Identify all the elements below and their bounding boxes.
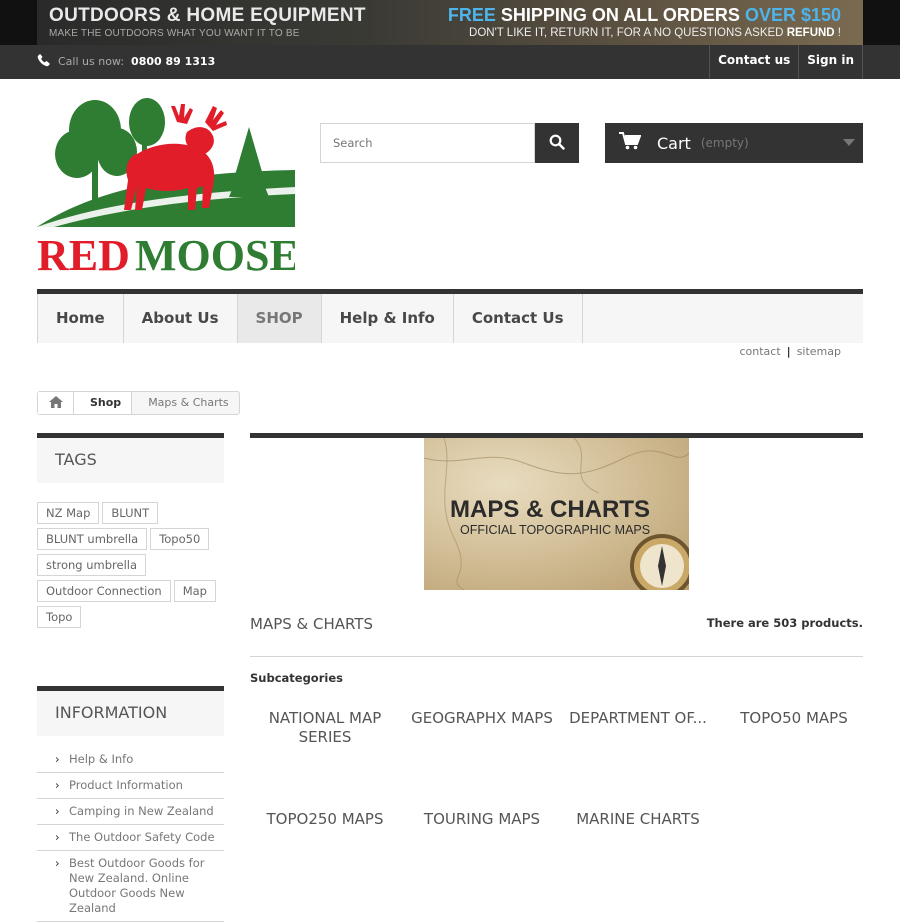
phone-info [37, 53, 215, 70]
search-bar [320, 123, 579, 163]
cart-label: Cart [657, 133, 691, 153]
shipping-amount: OVER $150 [744, 5, 841, 25]
menu-item-contact-us[interactable]: Contact Us [454, 294, 583, 343]
info-link-label: Help & Info [69, 752, 134, 766]
chevron-down-icon [843, 139, 855, 146]
chevron-right-icon: › [55, 830, 60, 844]
information-list [37, 747, 224, 922]
promo-banner[interactable] [37, 0, 863, 45]
menu-item-about-us[interactable]: About Us [124, 294, 238, 343]
tag-link[interactable]: BLUNT [102, 502, 158, 524]
chevron-right-icon: › [55, 752, 60, 766]
menu-item-shop[interactable]: SHOP [238, 294, 322, 343]
search-input[interactable] [320, 123, 535, 163]
tags-block-title: TAGS [37, 433, 224, 483]
tag-link[interactable]: NZ Map [37, 502, 99, 524]
subcategory-touring-maps[interactable]: TOURING MAPS [423, 810, 541, 828]
main-menu [37, 289, 863, 343]
search-icon [549, 134, 565, 153]
phone-icon [37, 53, 51, 70]
info-link-camping[interactable] [37, 799, 224, 825]
info-link-best-outdoor-goods[interactable] [37, 851, 224, 922]
permalinks [739, 345, 841, 358]
info-link-help[interactable] [37, 747, 224, 773]
info-link-label: Camping in New Zealand [69, 804, 214, 818]
breadcrumb-home[interactable] [38, 392, 74, 414]
menu-item-home[interactable]: Home [37, 294, 124, 343]
site-logo[interactable] [37, 92, 295, 274]
return-end: ! [834, 27, 841, 39]
banner-right-edge [863, 0, 900, 45]
tag-link[interactable]: strong umbrella [37, 554, 146, 576]
shipping-free: FREE [447, 5, 496, 25]
tag-link[interactable]: Map [174, 580, 216, 602]
category-banner-image [424, 438, 689, 590]
subcategory-department-of[interactable]: DEPARTMENT OF... [569, 709, 707, 727]
tag-link[interactable]: Outdoor Connection [37, 580, 171, 602]
divider [250, 656, 863, 657]
breadcrumb-shop[interactable]: Shop [74, 392, 132, 414]
banner-image-title: MAPS & CHARTS [450, 496, 651, 523]
banner-left-edge [0, 0, 37, 45]
subcategory-national-map-series[interactable]: NATIONAL MAP SERIES [268, 709, 382, 746]
chevron-right-icon: › [55, 804, 60, 818]
return-bold: REFUND [786, 27, 835, 39]
tag-link[interactable]: Topo50 [150, 528, 209, 550]
sign-in-link[interactable]: Sign in [798, 45, 863, 79]
top-nav-bar [0, 45, 900, 79]
category-heading: MAPS & CHARTS [250, 615, 374, 633]
subcategory-topo50-maps[interactable]: TOPO50 MAPS [740, 709, 848, 727]
chevron-right-icon: › [55, 778, 60, 792]
product-count: There are 503 products. [706, 616, 863, 630]
phone-label: Call us now: [58, 55, 125, 68]
info-link-product-information[interactable] [37, 773, 224, 799]
cart-status: (empty) [700, 136, 749, 150]
tag-link[interactable]: BLUNT umbrella [37, 528, 147, 550]
phone-number[interactable]: 0800 89 1313 [131, 55, 216, 68]
subcategory-geographx-maps[interactable]: GEOGRAPHX MAPS [411, 709, 553, 727]
cart-icon [619, 132, 641, 154]
information-block-title: INFORMATION [37, 686, 224, 736]
shipping-middle: SHIPPING ON ALL ORDERS [495, 5, 745, 25]
breadcrumb [37, 391, 240, 415]
banner-brand [49, 5, 366, 39]
banner-image-subtitle: OFFICIAL TOPOGRAPHIC MAPS [460, 523, 651, 537]
logo-text-red: RED [37, 231, 130, 274]
breadcrumb-current: Maps & Charts [148, 396, 229, 409]
menu-item-help-info[interactable]: Help & Info [322, 294, 454, 343]
info-link-label: The Outdoor Safety Code [69, 830, 215, 844]
info-link-label: Best Outdoor Goods for New Zealand. Online Outdoor Goods New Zealand [69, 856, 205, 915]
logo-text-green: MOOSE [135, 231, 295, 274]
banner-title: OUTDOORS & HOME EQUIPMENT [49, 5, 366, 26]
shipping-offer [448, 5, 841, 26]
info-link-label: Product Information [69, 778, 183, 792]
tag-link[interactable]: Topo [37, 606, 81, 628]
permalink-separator: | [786, 345, 791, 358]
return-text: DON'T LIKE IT, RETURN IT, FOR A NO QUESTIONS ASKED [469, 27, 787, 39]
search-button[interactable] [535, 123, 579, 163]
contact-us-link[interactable]: Contact us [709, 45, 798, 79]
subcategories-label: Subcategories [250, 671, 343, 685]
tags-list [37, 502, 224, 628]
banner-subtitle: MAKE THE OUTDOORS WHAT YOU WANT IT TO BE [49, 28, 300, 39]
user-links [709, 45, 863, 79]
contact-permalink[interactable]: contact [739, 345, 781, 358]
cart-button[interactable] [605, 123, 863, 163]
return-policy [448, 27, 841, 39]
info-link-safety-code[interactable] [37, 825, 224, 851]
subcategory-marine-charts[interactable]: MARINE CHARTS [576, 810, 700, 828]
banner-shipping [448, 5, 841, 39]
home-icon [49, 396, 63, 411]
chevron-right-icon: › [55, 856, 60, 870]
subcategory-topo250-maps[interactable]: TOPO250 MAPS [266, 810, 384, 828]
sitemap-permalink[interactable]: sitemap [796, 345, 841, 358]
